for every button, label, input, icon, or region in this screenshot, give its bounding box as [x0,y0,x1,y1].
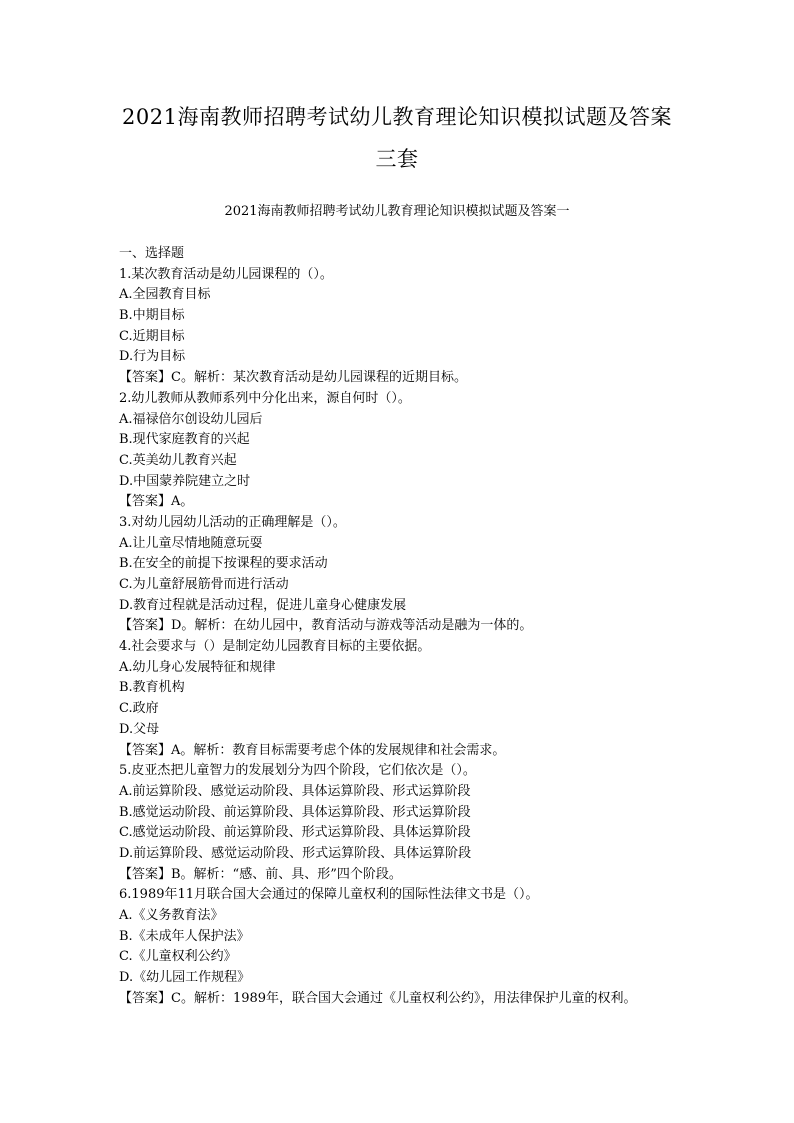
option-line: B.现代家庭教育的兴起 [119,432,250,448]
option-line: C.政府 [119,701,159,717]
option-line: B.感觉运动阶段、前运算阶段、具体运算阶段、形式运算阶段 [119,804,471,820]
answer-line: 【答案】C。解析：某次教育活动是幼儿园课程的近期目标。 [119,370,467,386]
answer-line: 【答案】D。解析：在幼儿园中，教育活动与游戏等活动是融为一体的。 [119,618,533,634]
option-line: B.中期目标 [119,308,185,324]
option-line: A.《义务教育法》 [119,908,224,923]
option-line: C.近期目标 [119,328,185,344]
question-6: 6.1989年11月联合国大会通过的保障儿童权利的国际性法律文书是（）。 [119,887,539,903]
option-line: B.教育机构 [119,680,185,696]
option-line: D.教育过程就是活动过程，促进儿童身心健康发展 [119,597,407,613]
answer-line: 【答案】B。解析：“感、前、具、形”四个阶段。 [119,866,402,882]
option-line: D.前运算阶段、感觉运动阶段、形式运算阶段、具体运算阶段 [119,845,472,861]
option-line: D.《幼儿园工作规程》 [119,970,251,986]
question-5: 5.皮亚杰把儿童智力的发展划分为四个阶段，它们依次是（）。 [119,763,476,779]
answer-line: 【答案】A。解析：教育目标需要考虑个体的发展规律和社会需求。 [119,742,506,758]
question-2: 2.幼儿教师从教师系列中分化出来，源自何时（）。 [119,390,411,406]
document-title: 2021海南教师招聘考试幼儿教育理论知识模拟试题及答案 [122,105,672,129]
option-line: B.《未成年人保护法》 [119,928,250,944]
option-line: C.英美幼儿教育兴起 [119,452,237,468]
option-line: D.中国蒙养院建立之时 [119,473,251,489]
option-line: A.全园教育目标 [119,287,211,303]
answer-line: 【答案】C。解析：1989年，联合国大会通过《儿童权利公约》，用法律保护儿童的权利。 [119,990,637,1006]
section-label: 一、选择题 [119,246,185,261]
option-line: A.前运算阶段、感觉运动阶段、具体运算阶段、形式运算阶段 [119,783,471,799]
option-line: C.为儿童舒展筋骨而进行活动 [119,577,289,592]
document-title-continued: 三套 [375,147,419,171]
option-line: C.《儿童权利公约》 [119,949,237,965]
option-line: D.父母 [119,721,160,737]
question-3: 3.对幼儿园幼儿活动的正确理解是（）。 [119,514,346,530]
option-line: A.让儿童尽情地随意玩耍 [119,535,263,551]
option-line: A.幼儿身心发展特征和规律 [119,659,276,675]
question-4: 4.社会要求与（）是制定幼儿园教育目标的主要依据。 [119,639,431,655]
question-1: 1.某次教育活动是幼儿园课程的（）。 [119,266,333,282]
answer-line: 【答案】A。 [119,494,194,510]
option-line: B.在安全的前提下按课程的要求活动 [119,556,328,572]
document-body [119,244,719,1009]
section-heading: 2021海南教师招聘考试幼儿教育理论知识模拟试题及答案一 [224,204,570,219]
option-line: C.感觉运动阶段、前运算阶段、形式运算阶段、具体运算阶段 [119,825,471,841]
option-line: D.行为目标 [119,349,186,365]
option-line: A.福禄倍尔创设幼儿园后 [119,411,263,427]
